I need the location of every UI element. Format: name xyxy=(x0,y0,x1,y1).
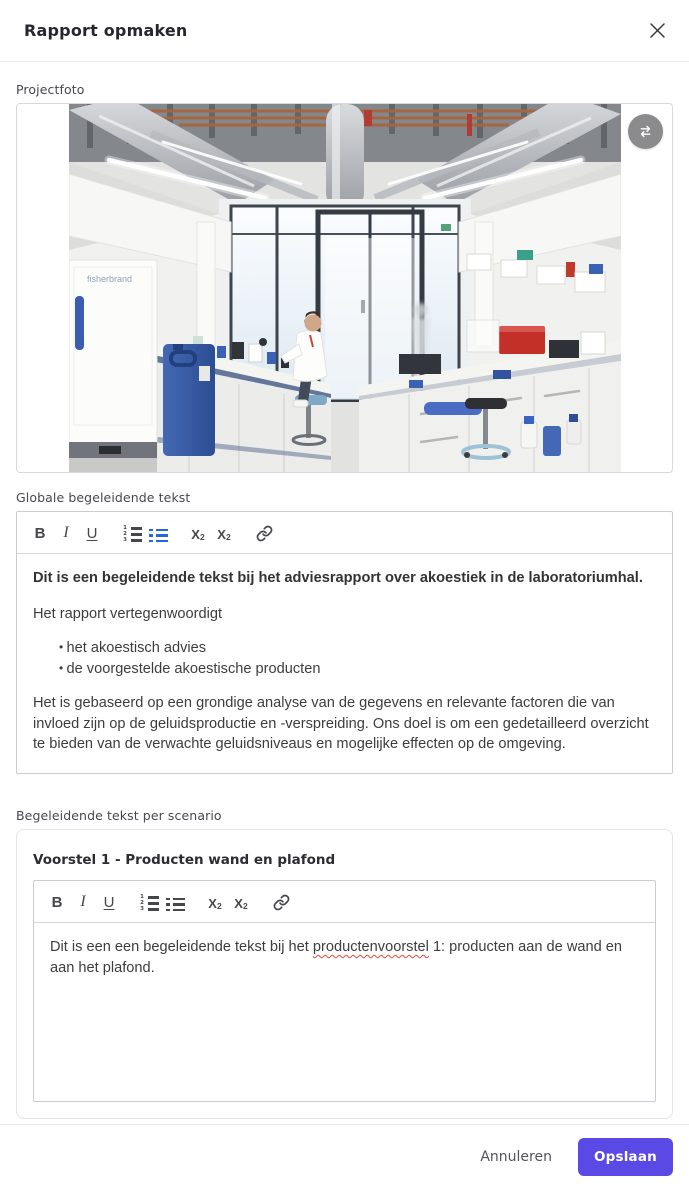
close-icon xyxy=(649,22,666,39)
global-text-label: Globale begeleidende tekst xyxy=(16,490,191,505)
global-editor-content[interactable] xyxy=(17,554,672,773)
global-text-editor xyxy=(16,511,673,774)
svg-text:fisherbrand: fisherbrand xyxy=(86,274,132,284)
scenario-paragraph: Dit is een een begeleidende tekst bij het productenvoorstel 1: producten aan de wand en aan het plafond. xyxy=(50,939,623,976)
ordered-list-icon: 1 2 3 xyxy=(140,896,159,911)
link-button[interactable] xyxy=(268,888,294,915)
project-photo xyxy=(69,104,621,472)
underline-button[interactable]: U xyxy=(103,894,115,912)
scenario-editor-toolbar xyxy=(34,881,655,923)
ordered-list-button[interactable] xyxy=(136,888,162,915)
modal-header xyxy=(0,0,689,62)
ordered-list-button[interactable] xyxy=(119,519,145,546)
subscript-button[interactable]: X 2 xyxy=(191,527,205,542)
projectphoto-label: Projectfoto xyxy=(16,82,85,97)
modal-footer xyxy=(0,1124,689,1188)
bullet-list-button[interactable] xyxy=(162,888,188,915)
global-editor-toolbar xyxy=(17,512,672,554)
scenario-card xyxy=(16,829,673,1119)
subscript-button[interactable]: X 2 xyxy=(208,896,222,912)
scenario-section-label: Begeleidende tekst per scenario xyxy=(16,808,222,824)
italic-button[interactable]: I xyxy=(63,524,69,541)
body-paragraph: Het is gebaseerd op een grondige analyse van de gegevens en relevante factoren die van invloed zijn op de geluidsproductie en -verspreiding. Ons doel is om een gedetailleerd overzicht te bieden van de verwachte geluidsniveaus en mogelijke effecten op de omgeving. xyxy=(33,694,649,753)
bullet-list-icon xyxy=(149,529,168,543)
link-icon xyxy=(273,894,290,911)
scenario-editor-content[interactable] xyxy=(34,923,655,1101)
list-item: • het akoestisch advies xyxy=(59,638,656,659)
superscript-button[interactable]: X 2 xyxy=(234,896,248,912)
list-item: • de voorgestelde akoestische producten xyxy=(59,659,656,680)
save-button[interactable]: Opslaan xyxy=(578,1138,673,1176)
bullet-list-icon xyxy=(166,898,185,912)
modal-title: Rapport opmaken xyxy=(24,21,188,40)
link-button[interactable] xyxy=(251,519,277,546)
misspelled-word: productenvoorstel xyxy=(312,939,429,956)
project-photo-frame xyxy=(16,103,673,473)
link-icon xyxy=(256,525,273,542)
swap-arrows-icon xyxy=(636,122,655,141)
cancel-button[interactable]: Annuleren xyxy=(464,1139,568,1175)
scenario-text-editor xyxy=(33,880,656,1102)
underline-button[interactable]: U xyxy=(86,525,98,542)
italic-button[interactable]: I xyxy=(80,893,86,911)
bold-button[interactable]: B xyxy=(51,894,63,912)
scenario-card-title: Voorstel 1 - Producten wand en plafond xyxy=(33,852,336,869)
modal-body xyxy=(0,82,689,1119)
intro-paragraph: Dit is een begeleidende tekst bij het adviesrapport over akoestiek in de laboratoriumhal. xyxy=(33,570,643,586)
bullet-list-button[interactable] xyxy=(145,519,171,546)
bold-button[interactable]: B xyxy=(34,525,46,542)
swap-photo-button[interactable] xyxy=(628,114,663,149)
ordered-list-icon: 1 2 3 xyxy=(123,527,142,542)
lead-paragraph: Het rapport vertegenwoordigt xyxy=(33,605,223,622)
superscript-button[interactable]: X 2 xyxy=(217,527,231,542)
close-button[interactable] xyxy=(643,17,671,45)
bullet-list xyxy=(33,638,656,679)
